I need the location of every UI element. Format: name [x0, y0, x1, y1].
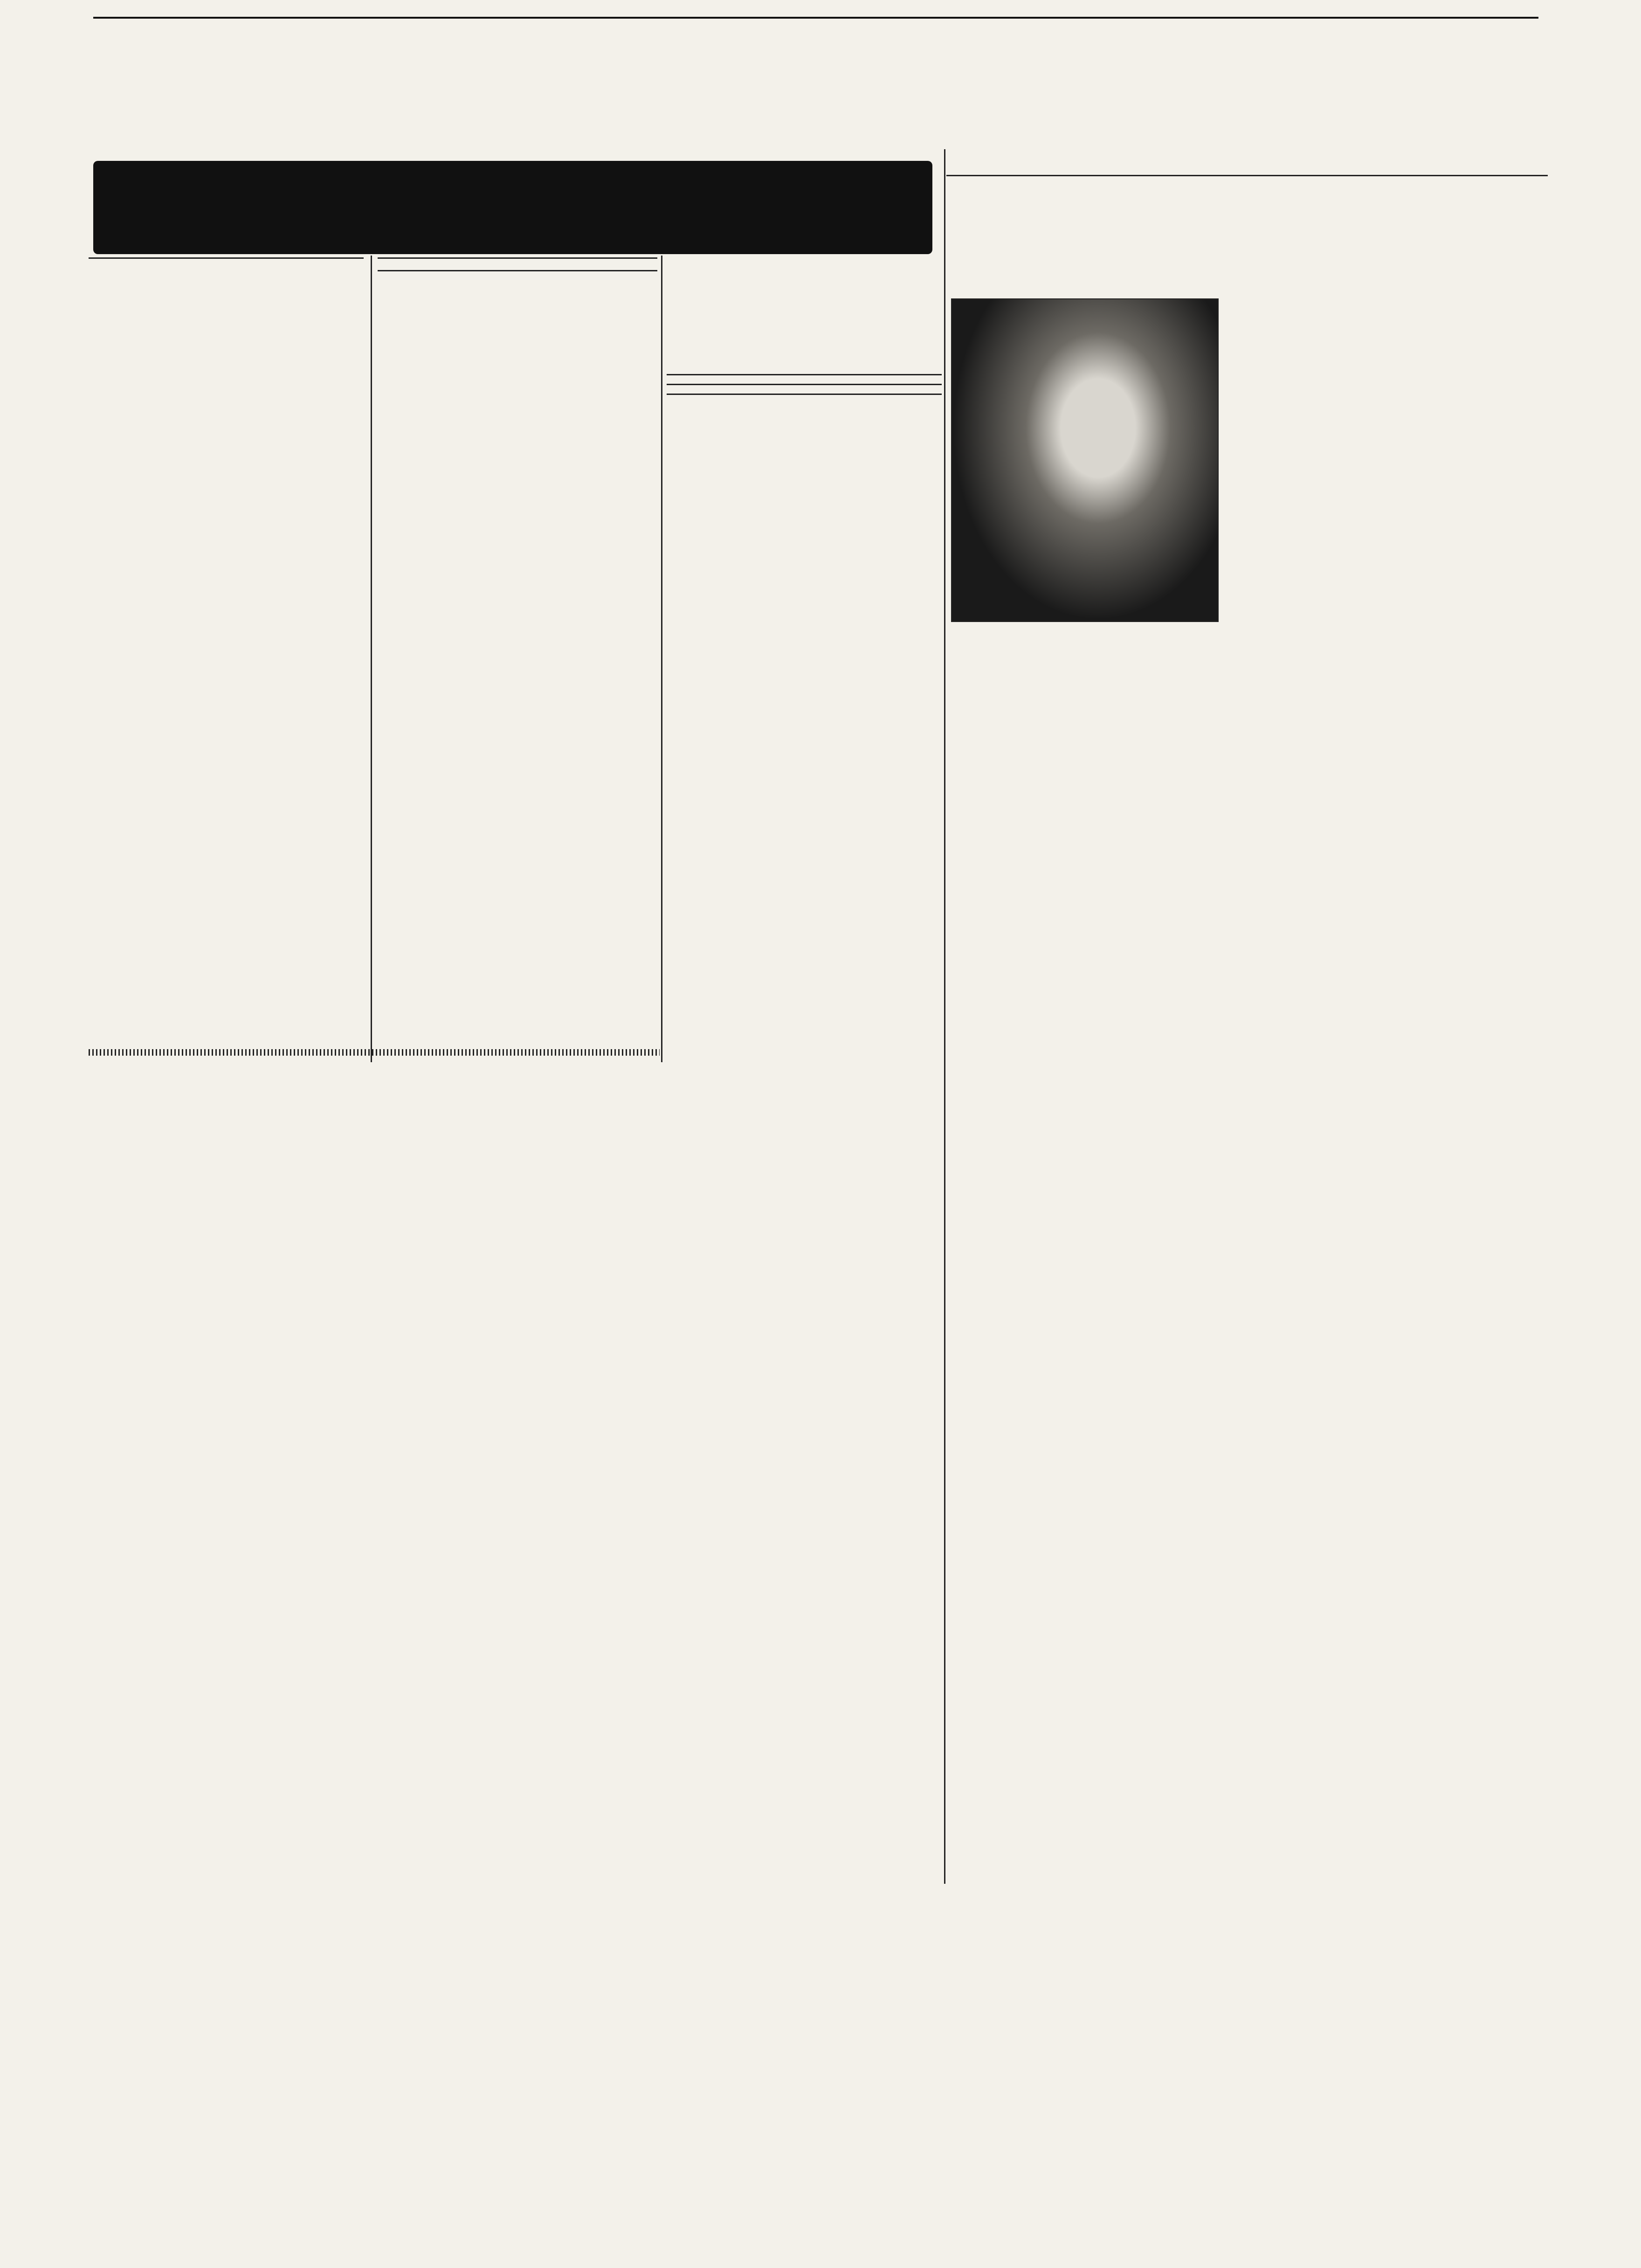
column-divider [944, 149, 945, 1884]
heading-ciclo-conferencias [378, 256, 657, 259]
section-rule [946, 175, 1548, 176]
section-banner [93, 161, 932, 254]
column-ciclo-conferencias [378, 256, 657, 1067]
top-rule [93, 17, 1538, 19]
column-novos-dirigentes [667, 256, 942, 1654]
column-divider [661, 256, 662, 1062]
column-atras-do-reposteiro [89, 256, 364, 1048]
column-divider [371, 256, 372, 1062]
music-left-text [951, 653, 1231, 1119]
heading-atras-do-reposteiro [89, 256, 364, 259]
hatched-rule [89, 1049, 660, 1056]
heading-teatro-amadores [667, 382, 942, 385]
heading-bailado [378, 268, 657, 271]
heading-primeiras-exibicoes [667, 392, 942, 395]
heading-novos-dirigentes [667, 372, 942, 375]
